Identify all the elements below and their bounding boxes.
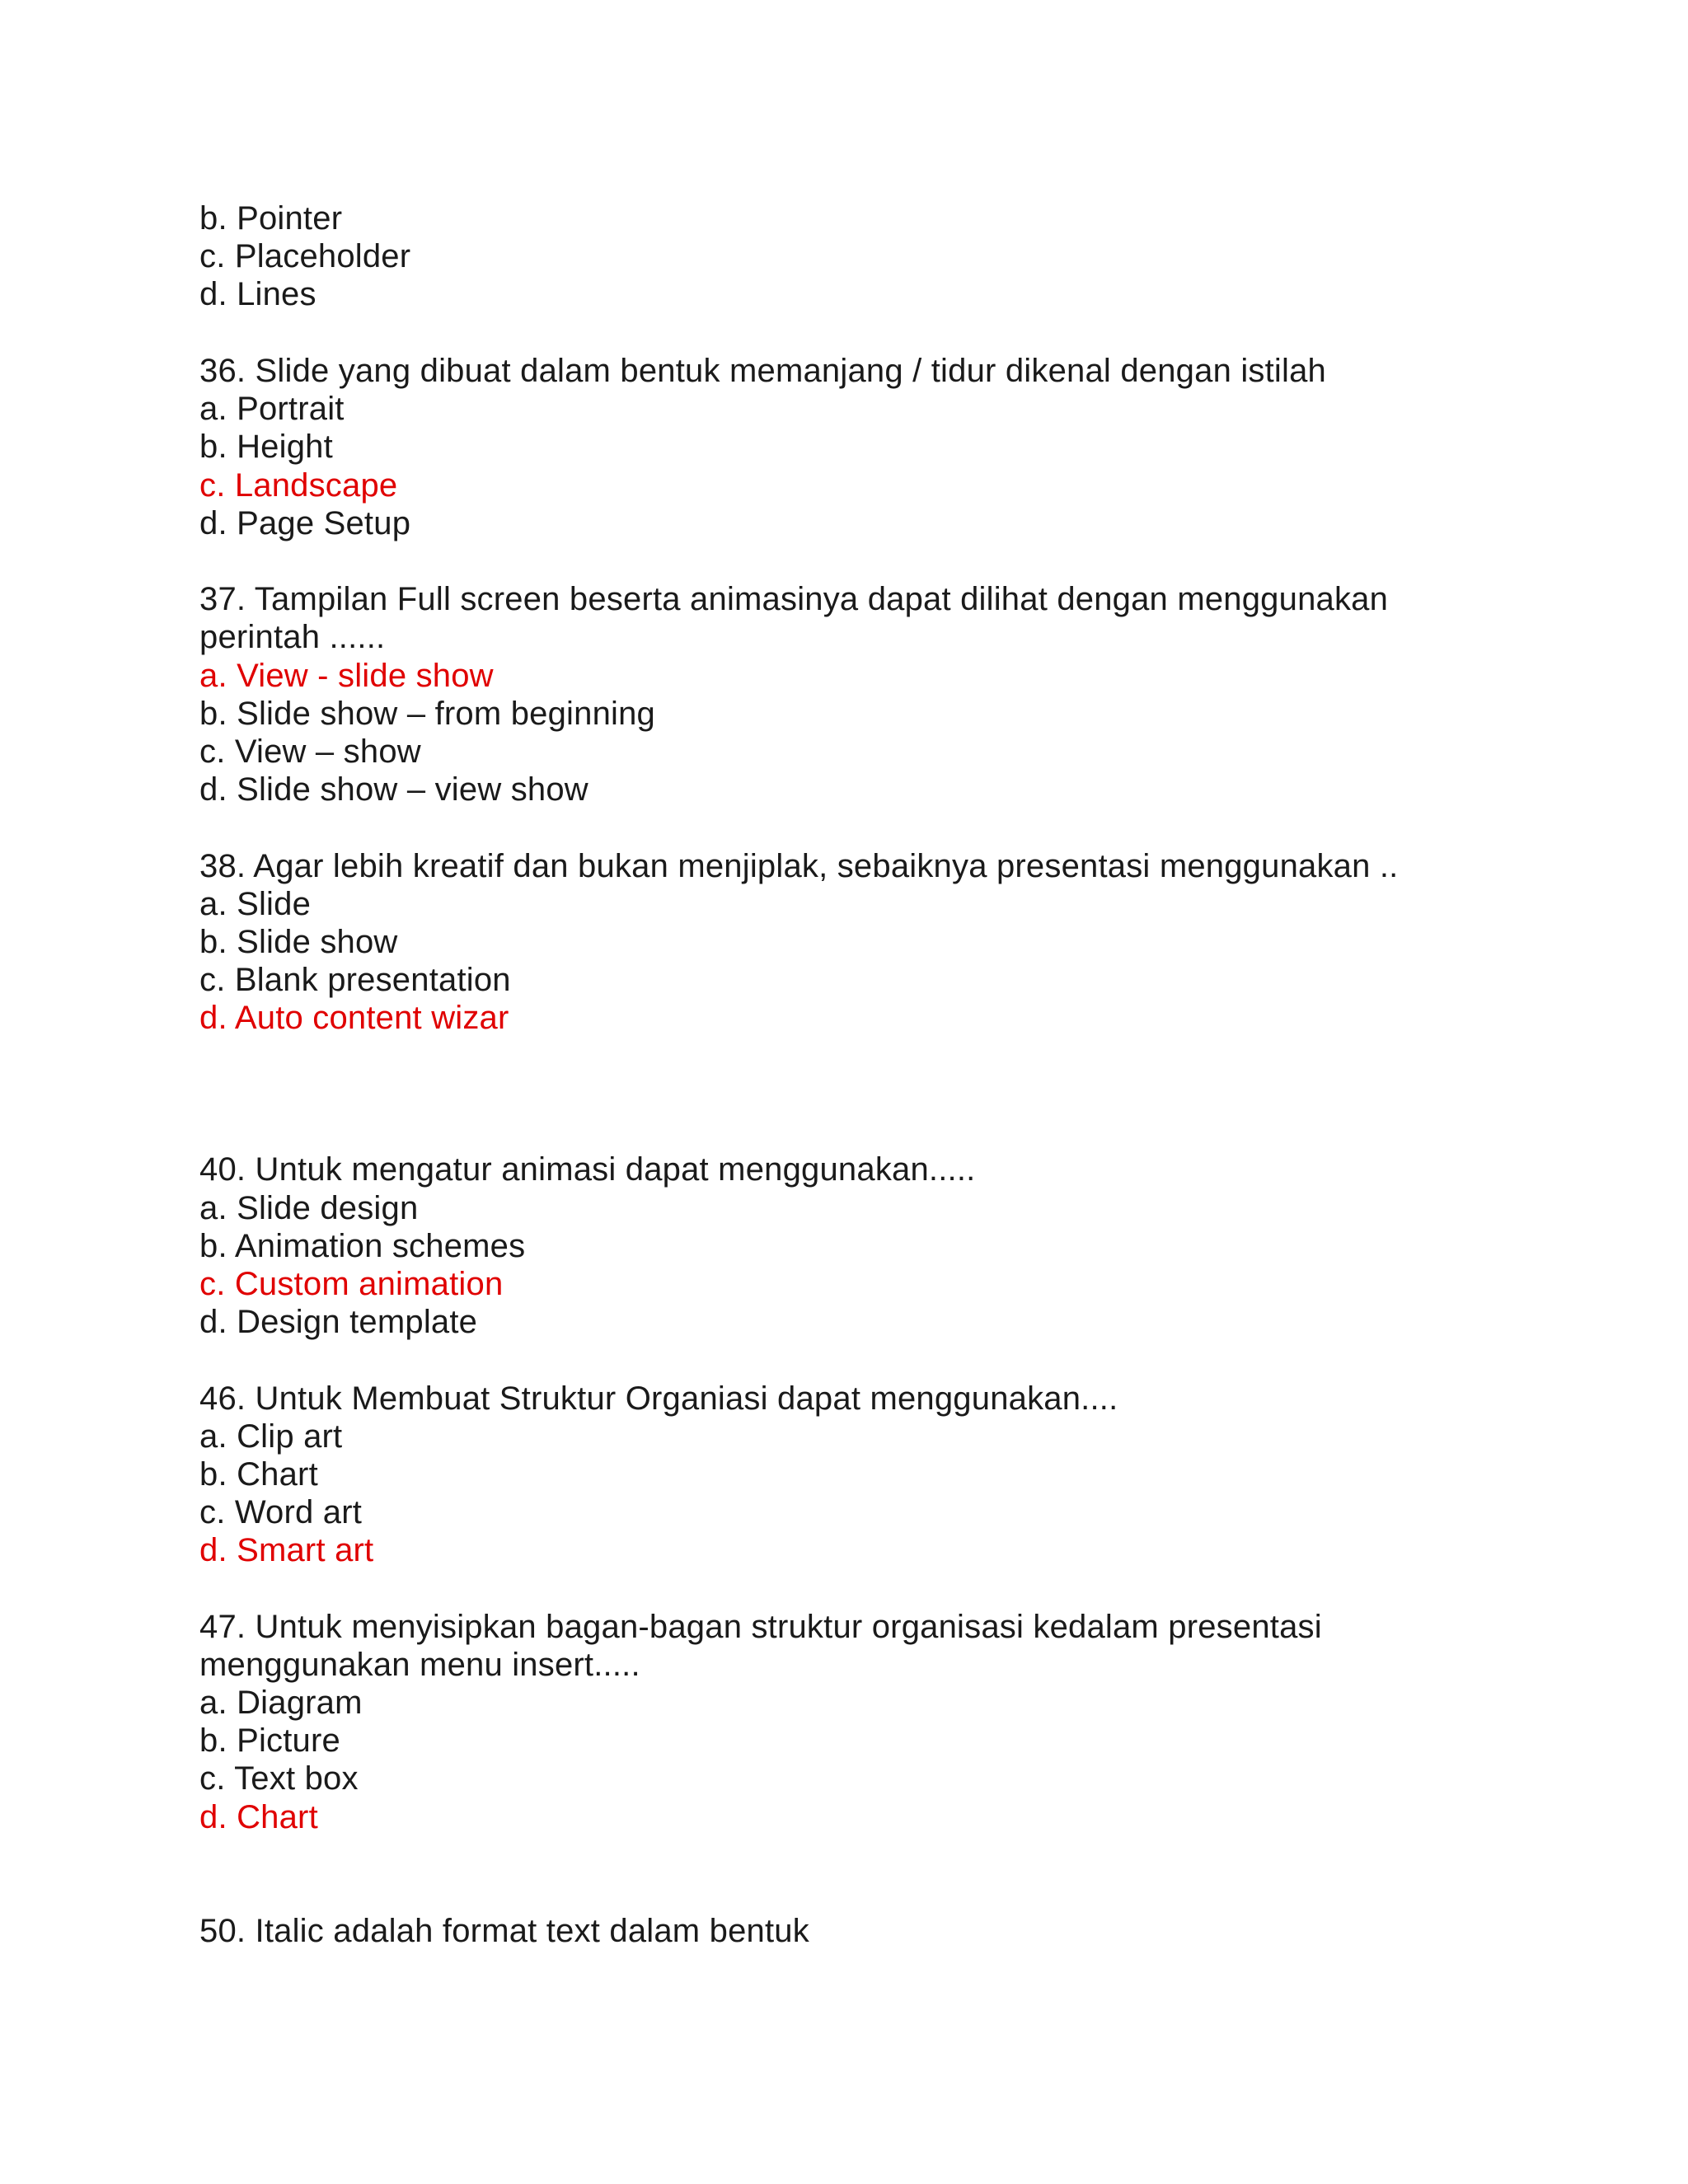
q46-option-a: a. Clip art: [199, 1418, 343, 1455]
q40-option-a: a. Slide design: [199, 1190, 419, 1226]
q46-option-d-answer: d. Smart art: [199, 1532, 374, 1568]
q46-option-b: b. Chart: [199, 1456, 318, 1493]
q36-option-b: b. Height: [199, 429, 333, 465]
q36-option-c-answer: c. Landscape: [199, 467, 398, 504]
q38-option-c: c. Blank presentation: [199, 962, 511, 998]
question-36: 36. Slide yang dibuat dalam bentuk memanjang / tidur dikenal dengan istilah: [199, 353, 1326, 389]
q37-option-c: c. View – show: [199, 733, 421, 770]
option-d: d. Lines: [199, 276, 316, 312]
q37-option-d: d. Slide show – view show: [199, 771, 588, 808]
q47-option-c: c. Text box: [199, 1760, 359, 1797]
question-37-line1: 37. Tampilan Full screen beserta animasinya dapat dilihat dengan menggunakan: [199, 581, 1389, 617]
question-40: 40. Untuk mengatur animasi dapat menggunakan.....: [199, 1151, 976, 1188]
option-b: b. Pointer: [199, 200, 343, 237]
q40-option-b: b. Animation schemes: [199, 1228, 526, 1264]
q38-option-a: a. Slide: [199, 886, 312, 922]
question-46: 46. Untuk Membuat Struktur Organiasi dapat menggunakan....: [199, 1380, 1118, 1417]
q47-option-a: a. Diagram: [199, 1685, 363, 1721]
question-47-line2: menggunakan menu insert.....: [199, 1647, 640, 1683]
q40-option-c-answer: c. Custom animation: [199, 1266, 504, 1302]
q36-option-d: d. Page Setup: [199, 505, 411, 541]
option-c: c. Placeholder: [199, 238, 411, 274]
q47-option-d-answer: d. Chart: [199, 1799, 318, 1835]
q47-option-b: b. Picture: [199, 1722, 340, 1759]
q37-option-a-answer: a. View - slide show: [199, 658, 494, 694]
q38-option-d-answer: d. Auto content wizar: [199, 1000, 509, 1036]
question-37-line2: perintah ......: [199, 619, 386, 655]
q38-option-b: b. Slide show: [199, 924, 398, 960]
q36-option-a: a. Portrait: [199, 391, 345, 427]
q46-option-c: c. Word art: [199, 1494, 363, 1530]
question-47-line1: 47. Untuk menyisipkan bagan-bagan struktur organisasi kedalam presentasi: [199, 1609, 1322, 1645]
question-38: 38. Agar lebih kreatif dan bukan menjiplak, sebaiknya presentasi menggunakan ..: [199, 848, 1399, 884]
q37-option-b: b. Slide show – from beginning: [199, 696, 655, 732]
question-50: 50. Italic adalah format text dalam bentuk: [199, 1913, 809, 1949]
q40-option-d: d. Design template: [199, 1304, 478, 1340]
